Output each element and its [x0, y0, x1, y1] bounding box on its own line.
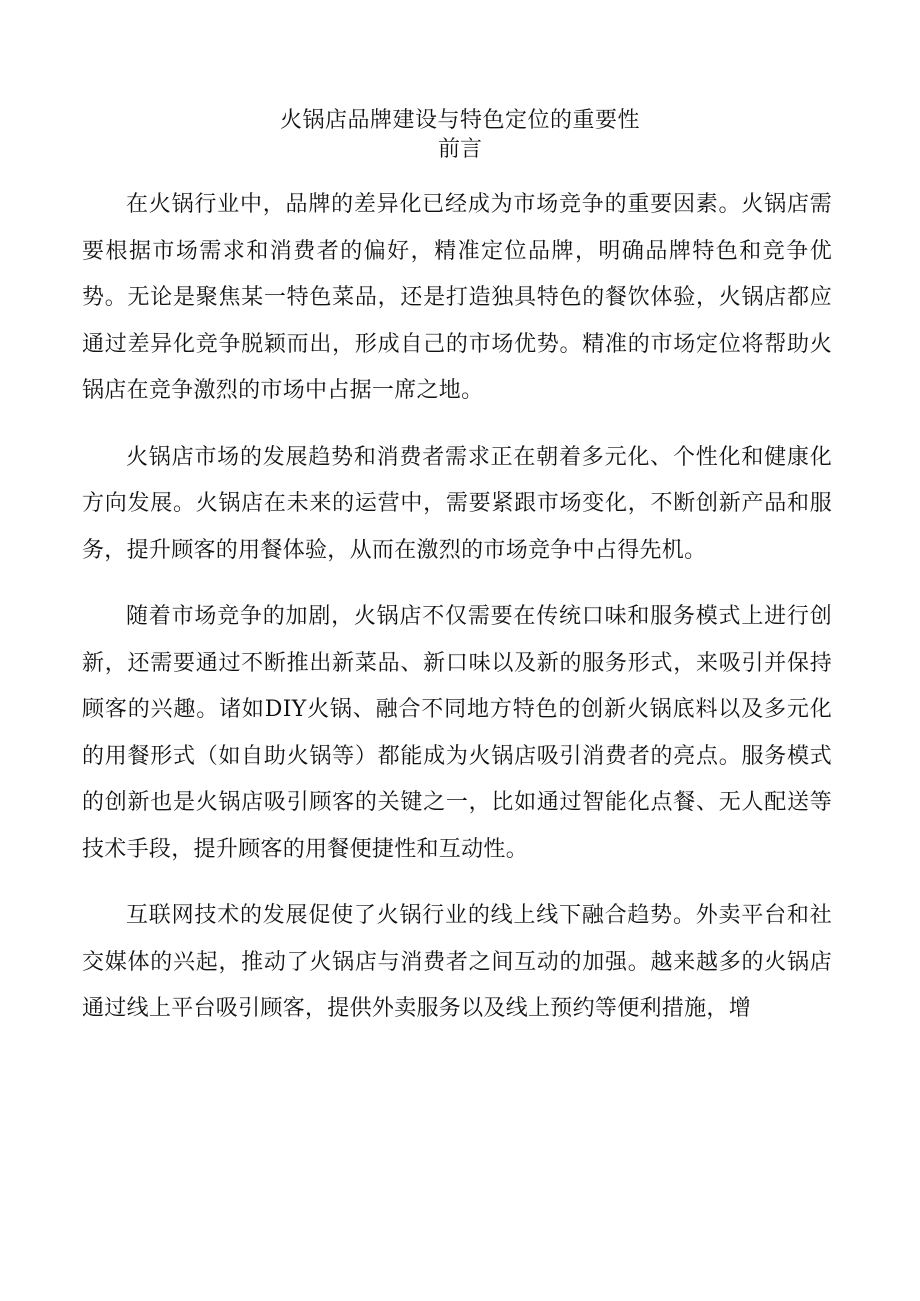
paragraph-1: 在火锅行业中，品牌的差异化已经成为市场竞争的重要因素。火锅店需要根据市场需求和消费者的偏好，精准定位品牌，明确品牌特色和竞争优势。无论是聚焦某一特色菜品，还是打造独具特色的餐饮体验，火锅店都应通过差异化竞争脱颖而出，形成自己的市场优势。精准的市场定位将帮助火锅店在竞争激烈的市场中占据一席之地。 [82, 192, 832, 403]
document-subtitle: 前言 [437, 137, 482, 162]
title-block [0, 106, 920, 164]
paragraph-2: 火锅店市场的发展趋势和消费者需求正在朝着多元化、个性化和健康化方向发展。火锅店在未来的运营中，需要紧跟市场变化，不断创新产品和服务，提升顾客的用餐体验，从而在激烈的市场竞争中占得先机。 [82, 444, 832, 563]
paragraph-3: 随着市场竞争的加剧，火锅店不仅需要在传统口味和服务模式上进行创新，还需要通过不断推出新菜品、新口味以及新的服务形式，来吸引并保持顾客的兴趣。诸如DIY火锅、融合不同地方特色的创新火锅底料以及多元化的用餐形式（如自助火锅等）都能成为火锅店吸引消费者的亮点。服务模式的创新也是火锅店吸引顾客的关键之一，比如通过智能化点餐、无人配送等技术手段，提升顾客的用餐便捷性和互动性。 [82, 604, 832, 862]
document-title: 火锅店品牌建设与特色定位的重要性 [279, 108, 640, 133]
document-body [82, 182, 832, 1053]
paragraph-4: 互联网技术的发展促使了火锅行业的线上线下融合趋势。外卖平台和社交媒体的兴起，推动了火锅店与消费者之间互动的加强。越来越多的火锅店通过线上平台吸引顾客，提供外卖服务以及线上预约等便利措施，增 [82, 903, 832, 1021]
